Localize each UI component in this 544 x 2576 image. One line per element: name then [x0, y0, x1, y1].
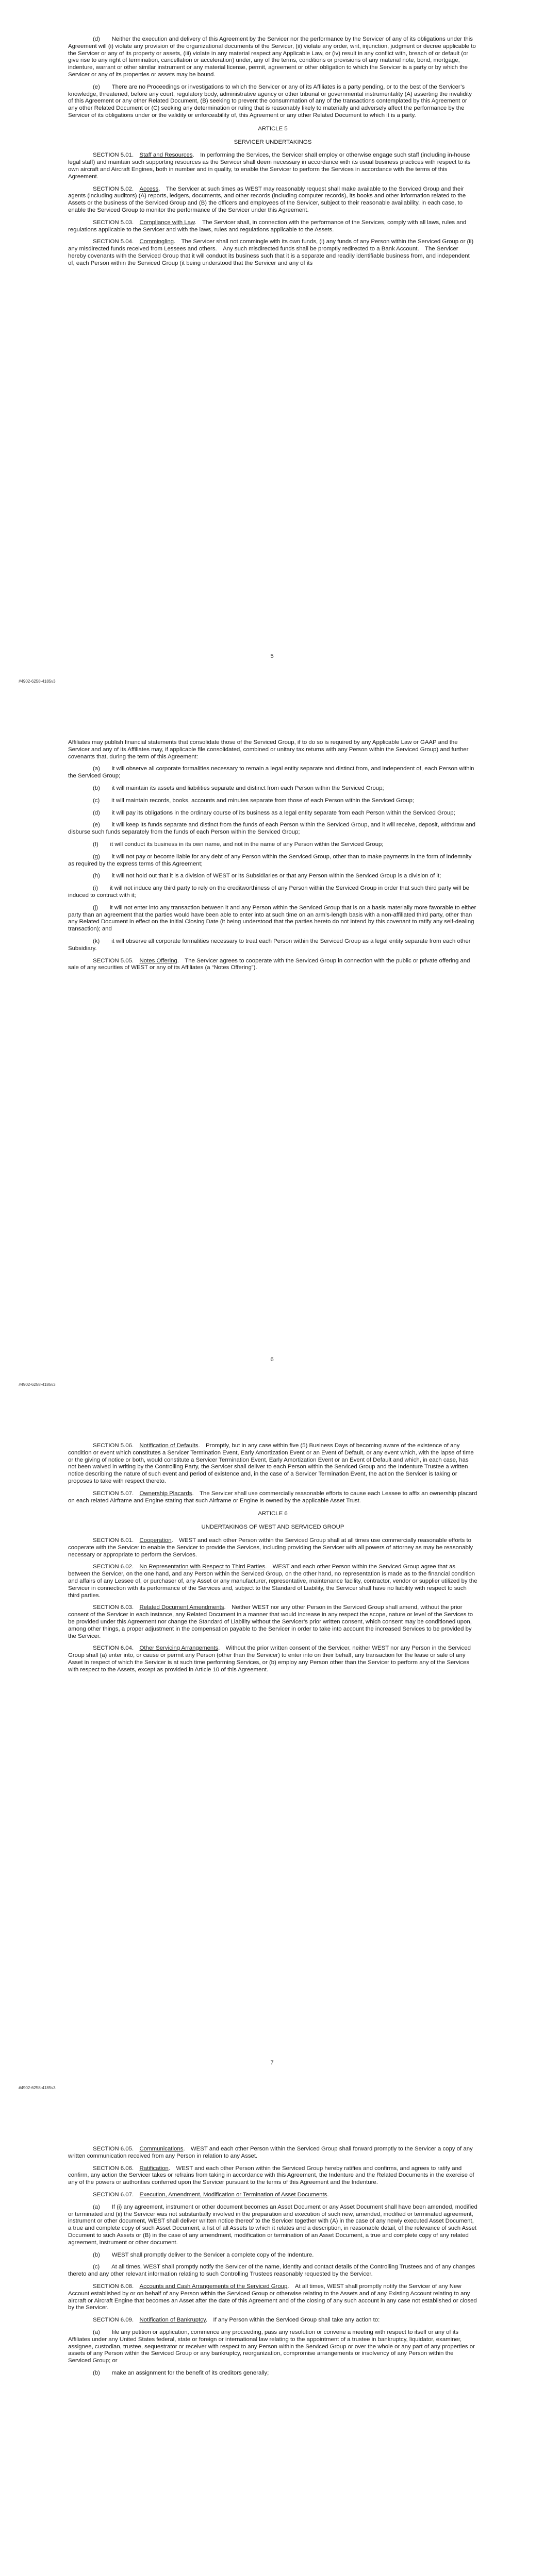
section-number: SECTION 5.06.	[93, 1443, 134, 1449]
section-title: Ownership Placards	[139, 1490, 192, 1497]
section-text: . At all times, WEST shall promptly notify the Servicer of any New Account established by or on behalf of any Person within the Serviced Group or otherwise relating to the Assets and of any Existing Account relating to any aircraft or Aircraft Engine that becomes an Asset after the date of this Agreement and of the closing of any such account in any case not established or closed by the Servicer.	[68, 2283, 477, 2311]
document-id-footer: #4902-6258-4185v3	[19, 2086, 56, 2090]
section-paragraph	[68, 1645, 477, 1673]
clause-paragraph: (e) it will keep its funds separate and distinct from the funds of each Person within the Serviced Group, and it will receive, deposit, withdraw and disburse such funds separately from the funds of each Person within the Serviced Group;	[68, 822, 476, 836]
article-heading: ARTICLE 5	[258, 125, 288, 132]
section-text: . WEST and each other Person within the Serviced Group shall at all times use commercially reasonable efforts to cooperate with the Servicer to enable the Servicer to provide the Services, including providing the Servicer with all powers of attorney as may be reasonably necessary or appropriate to perform the Services.	[68, 1537, 473, 1558]
clause-paragraph: (h) it will not hold out that it is a division of WEST or its Subsidiaries or that any Person within the Serviced Group is a division of it;	[93, 873, 441, 879]
section-text: . In performing the Services, the Servicer shall employ or otherwise engage such staff (including in-house legal staff) and maintain such supporting resources as the Servicer shall deem necessary in accordance with its usual business practices with respect to its own aircraft and Aircraft Engines, both in number and in quality, to enable the Servicer to perform the Services in accordance with the terms of this Agreement.	[68, 152, 471, 180]
section-title: Commingling	[139, 239, 174, 245]
section-paragraph	[68, 958, 477, 972]
section-paragraph	[68, 2146, 477, 2160]
document-page	[0, 2110, 544, 2576]
section-title: Ratification	[139, 2165, 169, 2172]
section-title: No Representation with Respect to Third Parties	[139, 1564, 266, 1570]
clause-paragraph: (e) There are no Proceedings or investigations to which the Servicer or any of its Affiliates is a party pending, or to the best of the Servicer’s knowledge, threatened, before any court, regulatory body, administrative agency or other tribunal or governmental instrumentality (A) asserting the invalidity of this Agreement or any other Related Document, (B) seeking to prevent the consummation of any of the transactions contemplated by this Agreement or any other Related Document or (C) seeking any determination or ruling that is reasonably likely to materially and adversely affect the performance by the Servicer of its obligations under or the validity or enforceability of, this Agreement or any other Related Document to which it is a party.	[68, 83, 472, 118]
section-paragraph	[68, 219, 477, 234]
section-number: SECTION 5.04.	[93, 239, 134, 245]
document-page	[0, 0, 544, 703]
page-body	[68, 2146, 477, 2382]
clause-paragraph: (b) it will maintain its assets and liabilities separate and distinct from each Person within the Serviced Group;	[93, 785, 384, 791]
section-paragraph	[68, 2165, 477, 2187]
section-paragraph	[68, 239, 477, 267]
section-paragraph	[68, 186, 477, 214]
section-number: SECTION 5.03.	[93, 219, 134, 226]
clause-paragraph: (a) If (i) any agreement, instrument or other document becomes an Asset Document or any Asset Document shall have been amended, modified or terminated and (ii) the Servicer was not substantially involved in the preparation and execution of such new, amended, modified or terminated agreement, instrument or other document, WEST shall deliver written notice thereof to the Servicer together with (A) in the case of any newly executed Asset Document, a true and complete copy of such Asset Document, a list of all Assets to which it relates and a description, in reasonable detail, of the relevance of such Asset Document to such Assets or (B) in the case of any amendment, modification or termination of an Asset Document, a true and complete copy of any related agreement, instrument or other document.	[68, 2204, 477, 2246]
section-number: SECTION 6.07.	[93, 2191, 134, 2198]
section-paragraph	[68, 1604, 477, 1640]
section-title: Related Document Amendments	[139, 1604, 224, 1611]
clause-paragraph: (b) make an assignment for the benefit of its creditors generally;	[93, 2369, 269, 2376]
clause-paragraph: (a) it will observe all corporate formalities necessary to remain a legal entity separate and distinct from, and independent of, each Person within the Serviced Group;	[68, 766, 474, 779]
clause-paragraph: (b) WEST shall promptly deliver to the Servicer a complete copy of the Indenture.	[93, 2251, 314, 2258]
section-number: SECTION 6.03.	[93, 1604, 134, 1611]
section-text: . Promptly, but in any case within five (5) Business Days of becoming aware of the existence of any condition or event which constitutes a Servicer Termination Event, Early Amortization Event or an Event of Default, or any event which, with the lapse of time or the giving of notice or both, would constitute a Servicer Termination Event, Early Amortization Event or an Event of Default and which, in each case, has not been waived in writing by the Controlling Party, the Servicer shall deliver to each Person within the Serviced Group and the Indenture Trustee a written notice describing the nature of such event and period of existence and, in the case of a Servicer Termination Event, the action the Servicer is taking or proposes to take with respect thereto.	[68, 1443, 474, 1484]
section-paragraph	[68, 1490, 477, 1505]
section-text: . The Servicer agrees to cooperate with the Serviced Group in connection with the public or private offering and sale of any securities of WEST or any of its Affiliates (a “Notes Offering”).	[68, 957, 470, 971]
clause-paragraph: (f) it will conduct its business in its own name, and not in the name of any Person within the Serviced Group;	[93, 841, 384, 848]
article-heading: ARTICLE 6	[258, 1511, 288, 1517]
section-number: SECTION 5.07.	[93, 1490, 134, 1497]
section-text: . Neither WEST nor any other Person in the Serviced Group shall amend, without the prior consent of the Servicer in each instance, any Related Document in a manner that would increase in any respect the scope, nature or level of the Services to be provided under this Agreement nor change the Standard of Liability without the Servicer’s prior written consent, which consent may be conditioned upon, among other things, a proper adjustment in the compensation payable to the Servicer in order to take into account the increased Services to be provided by the Servicer.	[68, 1604, 473, 1639]
clause-paragraph: (k) it will observe all corporate formalities necessary to treat each Person within the Serviced Group as a legal entity separate from each other Subsidiary.	[68, 938, 471, 952]
clause-paragraph: (g) it will not pay or become liable for any debt of any Person within the Serviced Group, other than to make payments in the form of indemnity as required by the express terms of this Agreement;	[68, 853, 472, 867]
section-number: SECTION 6.02.	[93, 1564, 134, 1570]
section-number: SECTION 6.01.	[93, 1537, 134, 1544]
page-body	[68, 1443, 477, 1679]
body-paragraph: Affiliates may publish financial statements that consolidate those of the Serviced Group, if to do so is required by any Applicable Law or GAAP and the Servicer and any of its Affiliates may, if applicable file consolidated, combined or unitary tax returns with any Person within the Serviced Group) and further covenants that, during the term of this Agreement:	[68, 739, 469, 760]
section-text: . If any Person within the Serviced Group shall take any action to:	[205, 2317, 380, 2324]
section-paragraph	[68, 1537, 477, 1558]
article-heading: SERVICER UNDERTAKINGS	[234, 139, 312, 145]
page-body	[68, 739, 477, 977]
section-number: SECTION 6.09.	[93, 2317, 134, 2324]
document-page	[0, 1406, 544, 2110]
document-id-footer: #4902-6258-4185v3	[19, 679, 56, 684]
clause-paragraph: (a) file any petition or application, commence any proceeding, pass any resolution or convene a meeting with respect to itself or any of its Affiliates under any United States federal, state or foreign or international law relating to the appointment of a trustee in bankruptcy, liquidator, examiner, assignee, custodian, trustee, sequestrator or receiver with respect to any Person within the Serviced Group or over the whole or any part of any properties or assets of any Person within the Serviced Group or any bankruptcy, reorganization, compromise arrangements or insolvency of any Person within the Serviced Group; or	[68, 2329, 475, 2364]
clause-paragraph: (c) it will maintain records, books, accounts and minutes separate from those of each Person within the Serviced Group;	[93, 797, 414, 804]
section-title: Cooperation	[139, 1537, 172, 1544]
section-text: . The Servicer shall not commingle with its own funds, (i) any funds of any Person within the Serviced Group or (ii) any misdirected funds received from Lessees and others. Any such misdirected funds shall be promptly redirected to a Bank Account. The Servicer hereby covenants with the Serviced Group that it will conduct its business such that it is a separate and readily identifiable business from, and independent of, each Person within the Serviced Group (it being understood that the Servicer and any of its	[68, 239, 474, 266]
section-number: SECTION 6.08.	[93, 2283, 134, 2290]
section-number: SECTION 5.02.	[93, 185, 134, 192]
section-number: SECTION 6.05.	[93, 2146, 134, 2152]
section-paragraph	[68, 2317, 477, 2324]
section-text: . Without the prior written consent of the Servicer, neither WEST nor any Person in the Serviced Group shall (a) enter into, or cause or permit any Person (other than the Servicer) to enter into on their behalf, any transaction for the lease or sale of any Asset in respect of which the Servicer is at such time performing Services, or (b) employ any Person other than the Servicer to perform any of the Services with respect to the Assets, except as provided in Article 10 of this Agreement.	[68, 1645, 471, 1673]
section-text: . WEST and each other Person within the Serviced Group agree that as between the Servicer, on the one hand, and any Person within the Serviced Group, on the other hand, no representation is made as to the financial condition and affairs of any Lessee of, or purchaser of, any Asset or any manufacturer, representative, maintenance facility, contractor, vendor or supplier utilized by the Servicer in connection with its performance of the Services and, subject to the Standard of Liability, the Servicer shall have no liability with respect to such third parties.	[68, 1564, 477, 1599]
section-paragraph	[68, 2283, 477, 2312]
document-id-footer: #4902-6258-4185v3	[19, 1382, 56, 1387]
section-paragraph	[68, 2192, 477, 2199]
section-paragraph	[68, 152, 477, 180]
section-title: Execution, Amendment, Modification or Termination of Asset Documents	[139, 2191, 327, 2198]
section-number: SECTION 6.06.	[93, 2165, 134, 2172]
section-title: Notes Offering	[139, 957, 177, 964]
section-title: Communications	[139, 2146, 184, 2152]
page-number: 7	[270, 2060, 274, 2066]
section-title: Notification of Defaults	[139, 1443, 199, 1449]
clause-paragraph: (i) it will not induce any third party to rely on the creditworthiness of any Person within the Serviced Group in order that such third party will be induced to contract with it;	[68, 885, 469, 899]
clause-paragraph: (d) it will pay its obligations in the ordinary course of its business as a legal entity separate from each Person within the Serviced Group;	[93, 809, 455, 816]
section-text: . The Servicer shall, in connection with the performance of the Services, comply with all laws, rules and regulations applicable to the Servicer and with the laws, rules and regulations applicable to the Assets.	[68, 219, 467, 233]
section-number: SECTION 5.01.	[93, 152, 134, 159]
section-title: Notification of Bankruptcy	[139, 2317, 206, 2324]
section-number: SECTION 6.04.	[93, 1645, 134, 1652]
section-title: Compliance with Law	[139, 219, 195, 226]
page-body	[68, 36, 477, 273]
section-title: Accounts and Cash Arrangements of the Serviced Group	[139, 2283, 288, 2290]
page-number: 5	[270, 653, 274, 659]
section-title: Staff and Resources	[139, 152, 193, 159]
clause-paragraph: (c) At all times, WEST shall promptly notify the Servicer of the name, identity and contact details of the Controlling Trustees and of any changes thereto and any other relevant information relating to such Controlling Trustees reasonably requested by the Servicer.	[68, 2264, 475, 2278]
section-title: Access	[139, 185, 159, 192]
section-text: .	[327, 2191, 329, 2198]
clause-paragraph: (d) Neither the execution and delivery of this Agreement by the Servicer nor the performance by the Servicer of any of its obligations under this Agreement will (i) violate any provision of the organizational documents of the Servicer, (ii) violate any order, writ, injunction, judgment or decree applicable to the Servicer or any of its property or assets, (iii) violate in any material respect any Applicable Law, or (iv) result in any conflict with, breach of or default (or give rise to any right of termination, cancellation or acceleration) under, any of the terms, conditions or provisions of any material note, bond, mortgage, indenture, warrant or other similar instrument or any material license, permit, agreement or other obligation to which the Servicer is a party or by which the Servicer or any of its properties or assets may be bound.	[68, 36, 476, 78]
section-title: Other Servicing Arrangements	[139, 1645, 219, 1652]
page-number: 6	[270, 1357, 274, 1363]
clause-paragraph: (j) it will not enter into any transaction between it and any Person within the Serviced Group that is on a basis materially more favorable to either party than an agreement that the parties would have been able to enter into at such time on an arm’s-length basis with a non-affiliated third party, other than any Related Document in effect on the Initial Closing Date (it being understood that the parties hereto do not intend by this covenant to ratify any self-dealing transaction); and	[68, 904, 476, 933]
section-paragraph	[68, 1564, 477, 1599]
section-text: . The Servicer shall use commercially reasonable efforts to cause each Lessee to affix an ownership placard on each related Airframe and Engine stating that such Airframe or Engine is owned by the applicable Asset Trust.	[68, 1490, 477, 1504]
section-text: . The Servicer at such times as WEST may reasonably request shall make available to the Serviced Group and their agents (including auditors) (A) reports, ledgers, documents, and other records (including computer records), its books and other information related to the Assets or the business of the Serviced Group and (B) the officers and employees of the Servicer, subject to their reasonable availability, in each case, to enable the Serviced Group to monitor the performance of the Servicer under this Agreement.	[68, 185, 466, 213]
section-paragraph	[68, 1443, 477, 1485]
section-text: . WEST and each other Person within the Serviced Group shall forward promptly to the Servicer a copy of any written communication received from any Person in relation to any Asset.	[68, 2146, 473, 2159]
article-heading: UNDERTAKINGS OF WEST AND SERVICED GROUP	[201, 1524, 344, 1531]
section-number: SECTION 5.05.	[93, 957, 134, 964]
section-text: . WEST and each other Person within the Serviced Group hereby ratifies and confirms, and agrees to ratify and confirm, any action the Servicer takes or refrains from taking in accordance with this Agreement, the Indenture and the Related Documents in the exercise of any of the powers or authorities conferred upon the Servicer pursuant to the terms of this Agreement and the Indenture.	[68, 2165, 474, 2186]
document-page	[0, 703, 544, 1406]
